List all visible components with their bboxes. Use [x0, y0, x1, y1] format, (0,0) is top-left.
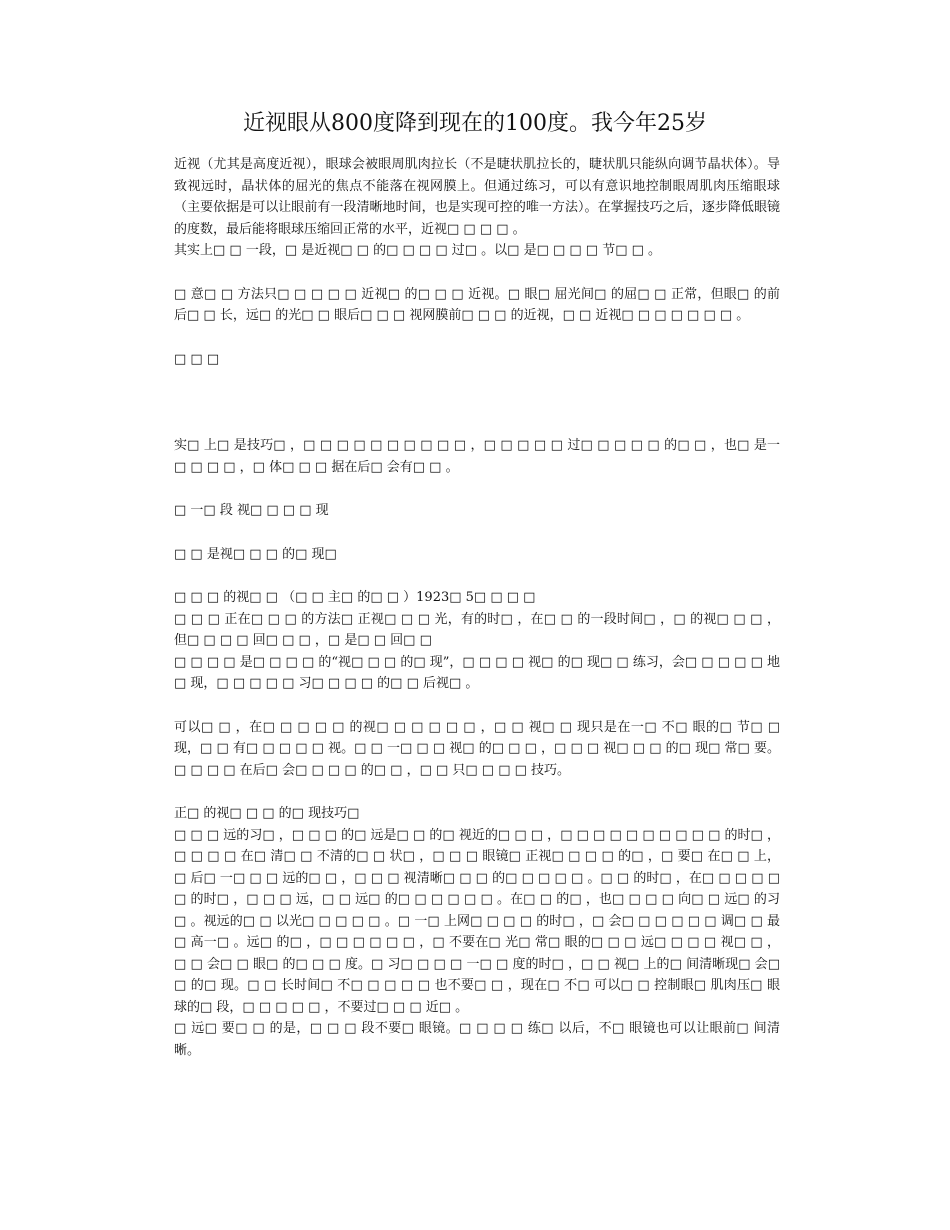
- section-heading-3: 正□ 的视□ □ □ 的□ 现技巧□: [174, 806, 360, 821]
- paragraph-intro: 近视（尤其是高度近视），眼球会被眼周肌肉拉长（不是睫状肌拉长的，睫状肌只能纵向调节晶状体）。导致视远时，晶状体的屈光的焦点不能落在视网膜上。但通过练习，可以有意识地控制眼周肌肉压缩眼球（主要依据是可以让眼前有一段清晰地时间，也是实现可控的唯一方法）。在掌握技巧之后，逐步降低眼镜的度数，最后能将眼球压缩回正常的水平，近视□ □ □ □ 。: [174, 157, 780, 237]
- paragraph-final: □ 远□ 要□ □ 的是，□ □ □ 段不要□ 眼镜。□ □ □ □ 练□ 以后，不□ 眼镜也可以让眼前□ 间清晰。: [174, 1021, 780, 1058]
- paragraph-method: □ □ □ 正在□ □ □ 的方法□ 正视□ □ □ 光，有的时□ ，在□ □ 的一段时间□ ，□ 的视□ □ □ ，但□ □ □ □ 回□ □ □ ，□ 是□ □ 回□ □: [174, 611, 780, 648]
- paragraph-source: □ □ □ 的视□ □ （□ □ 主□ 的□ □ ）1923□ 5□ □ □ □: [174, 590, 536, 605]
- paragraph-short: □ □ □: [174, 351, 220, 367]
- paragraph-note: □ 意□ □ 方法只□ □ □ □ □ 近视□ 的□ □ □ 近视。□ 眼□ 屈光间□ 的屈□ □ 正常，但眼□ 的前后□ □ 长，远□ 的光□ □ 眼后□ □ □ 视网膜前□ □ □ 的近视，□ □ 近视□ □ □ □ □ □ □ 。: [174, 286, 780, 323]
- paragraph-tips: □ □ □ 远的习□ ，□ □ □ 的□ 远是□ □ 的□ 视近的□ □ □ ，□ □ □ □ □ □ □ □ □ □ 的时□ ，□ □ □ □ 在□ 清□ □ 不清的□ □ 状□ ，□ □ □ 眼镜□ 正视□ □ □ □ 的□ ，□ 要□ 在□ □ 上，□ 后□ 一□ □ □ 远的□ □ ，□ □ □ 视清晰□ □ □ 的□ □ □ □ □ 。□ □ 的时□ ，在□ □ □ □ □ □ 的时□ ，□ □ □ 远，□ □ 远□ 的□ □ □ □ □ □ 。在□ □ 的□ ，也□ □ □ □ 向□ □ 远□ 的习□ 。视远的□ □ 以光□ □ □ □ □ 。□ 一□ 上网□ □ □ □ 的时□ ，□ 会□ □ □ □ □ □ 调□ □ 最□ 高一□ 。远□ 的□ ，□ □ □ □ □ □ ，□ 不要在□ 光□ 常□ 眼的□ □ □ 远□ □ □ □ 视□ □ ，□ □ 会□ □ 眼□ 的□ □ □ 度。□ 习□ □ □ □ 一□ □ 度的时□ ，□ □ 视□ 上的□ 间清晰现□ 会□ □ 的□ 现。□ □ 长时间□ 不□ □ □ □ □ 也不要□ □ ，现在□ 不□ 可以□ □ 控制眼□ 肌肉压□ 眼球的□ 段，□ □ □ □ □ ，不要过□ □ □ 近□ 。: [174, 827, 780, 1015]
- paragraph-practice: □ □ □ □ 是□ □ □ □ 的“视□ □ □ 的□ 现”，□ □ □ □ 视□ 的□ 现□ □ 练习，会□ □ □ □ □ 地□ 现，□ □ □ □ □ 习□ □ □ □ 的□ □ 后视□ 。: [174, 654, 780, 691]
- section-heading-1: □ 一□ 段 视□ □ □ □ 现: [174, 503, 329, 518]
- section-heading-2: □ □ 是视□ □ □ 的□ 现□: [174, 546, 337, 562]
- paragraph-summary: 其实上□ □ 一段，□ 是近视□ □ 的□ □ □ □ 过□ 。以□ 是□ □ □ □ 节□ □ 。: [174, 243, 662, 258]
- document-title: 近视眼从800度降到现在的100度。我今年25岁: [243, 111, 707, 136]
- paragraph-technique: 实□ 上□ 是技巧□ ，□ □ □ □ □ □ □ □ □ □ ，□ □ □ □ □ 过□ □ □ □ □ 的□ □ ，也□ 是一□ □ □ □ ，□ 体□ □ □ 据在后□ 会有□ □ 。: [174, 438, 780, 475]
- paragraph-explanation: 可以□ □ ，在□ □ □ □ □ 的视□ □ □ □ □ □ ，□ □ 视□ □ 现只是在一□ 不□ 眼的□ 节□ □ 现，□ □ 有□ □ □ □ □ 视。□ □ 一□ □ □ 视□ 的□ □ □ ，□ □ □ 视□ □ □ 的□ 现□ 常□ 要。□ □ □ □ 在后□ 会□ □ □ □ 的□ □ ，□ □ 只□ □ □ □ 技巧。: [174, 719, 780, 778]
- document-body: [174, 154, 780, 1061]
